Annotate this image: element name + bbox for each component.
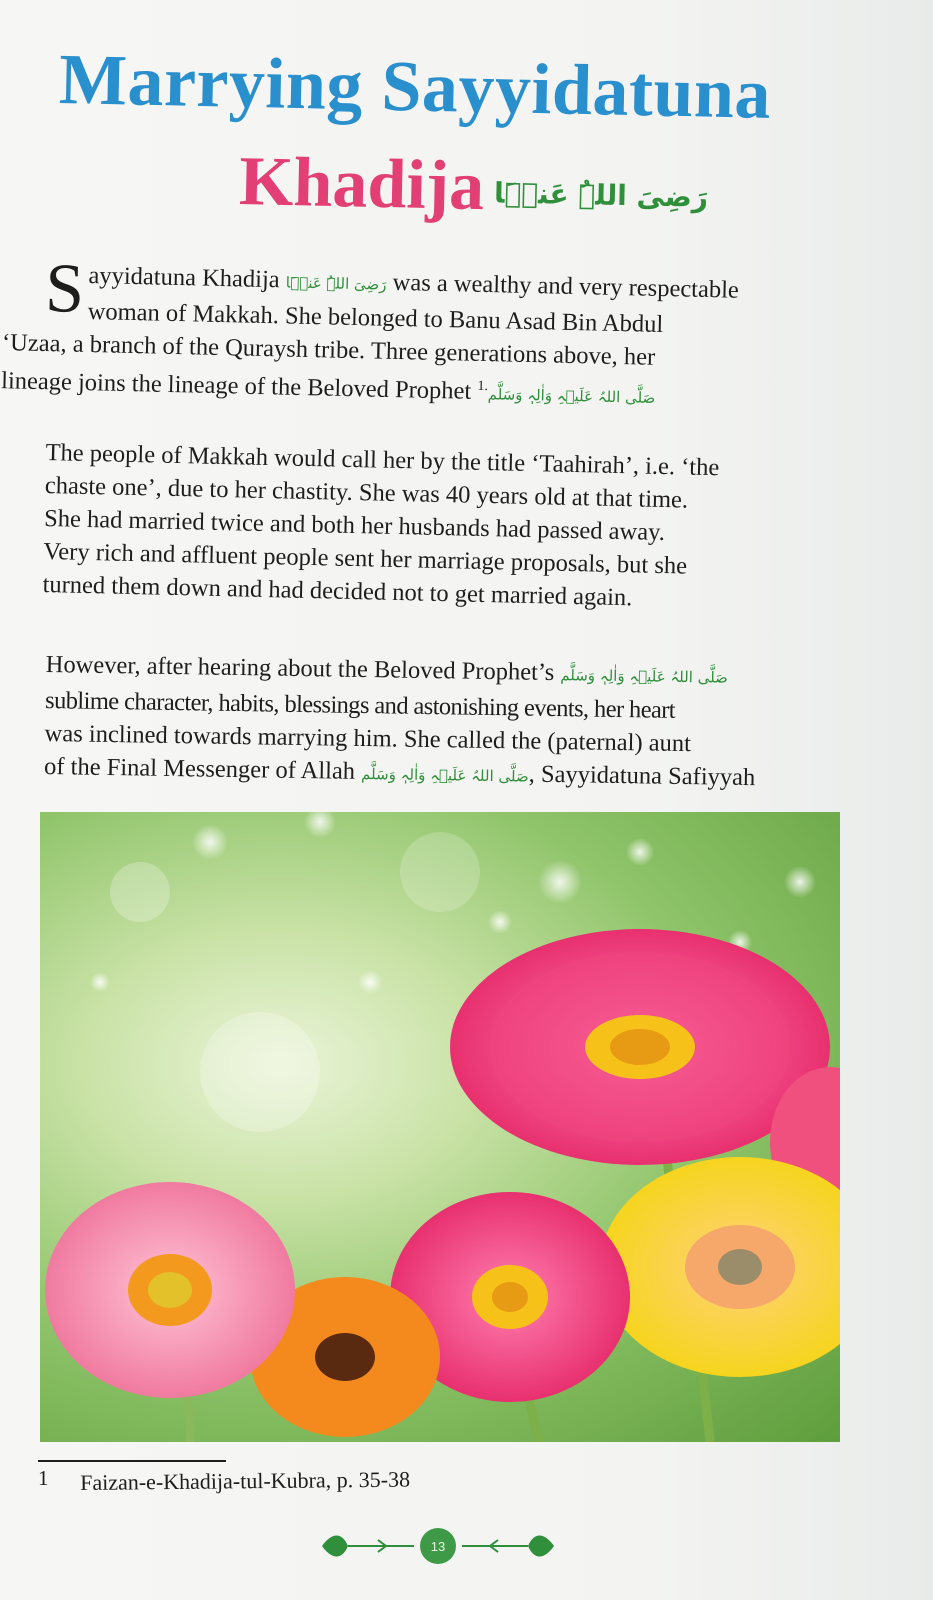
title-honorific: رَضِیَ اللہُ عَنۡہَا <box>493 176 709 215</box>
light-pink-gerbera <box>45 1182 295 1398</box>
honorific-inline: رَضِیَ اللہُ عَنۡہَا <box>285 273 387 294</box>
yellow-gerbera <box>600 1157 840 1377</box>
text-span: of the Final Messenger of Allah <box>43 752 356 785</box>
chapter-title-name: Khadija <box>238 142 486 226</box>
paragraph-2 <box>42 436 858 619</box>
drop-cap: S <box>44 250 86 328</box>
paragraph-2-line: Very rich and affluent people sent her marriage proposals, but she <box>43 537 688 580</box>
paragraph-1 <box>0 250 858 420</box>
paragraph-3 <box>44 648 858 799</box>
paragraph-2-line: turned them down and had decided not to get married again. <box>42 570 633 612</box>
page-number: 13 <box>430 1539 446 1554</box>
page-number-ornament <box>318 1522 558 1570</box>
chapter-title-line1: Marrying Sayyidatuna <box>58 38 772 134</box>
paragraph-2-line: chaste one’, due to her chastity. She was 40 years old at that time. <box>44 471 689 514</box>
paragraph-1-line-2: woman of Makkah. She belonged to Banu Asad Bin Abdul <box>87 297 664 339</box>
honorific-inline: صَلَّی اللہُ عَلَیۡہِ وَاٰلِہٖ وَسَلَّم <box>360 764 529 786</box>
text-span: ayyidatuna Khadija <box>88 261 280 294</box>
paragraph-2-line: She had married twice and both her husbands had passed away. <box>43 504 666 547</box>
paragraph-3-line-2: sublime character, habits, blessings and astonishing events, her heart <box>44 686 676 724</box>
flower-photo <box>40 812 840 1442</box>
footnote-rule <box>38 1460 226 1462</box>
honorific-inline: صَلَّی اللہُ عَلَیۡہِ وَاٰلِہٖ وَسَلَّم <box>487 385 656 408</box>
paragraph-1-line-3: ‘Uzaa, a branch of the Quraysh tribe. Three generations above, her <box>1 329 656 371</box>
text-span: was a wealthy and very respectable <box>392 268 740 304</box>
honorific-inline: صَلَّی اللہُ عَلَیۡہِ وَاٰلِہٖ وَسَلَّم <box>560 666 729 687</box>
text-span: However, after hearing about the Beloved Prophet’s <box>45 650 555 686</box>
footnote-ref: .1 <box>477 378 489 395</box>
paragraph-3-line-3: was inclined towards marrying him. She called the (paternal) aunt <box>44 719 692 758</box>
paragraph-2-line: The people of Makkah would call her by the title ‘Taahirah’, i.e. ‘the <box>45 438 720 482</box>
text-span: lineage joins the lineage of the Beloved Prophet <box>0 367 472 405</box>
footnote-text: Faizan-e-Khadija-tul-Kubra, p. 35-38 <box>80 1466 411 1495</box>
gerbera-flowers-image <box>40 812 840 1442</box>
footnote-number: 1 <box>38 1466 49 1490</box>
chapter-title-line2 <box>238 142 709 232</box>
text-span: , Sayyidatuna Safiyyah <box>528 760 756 792</box>
